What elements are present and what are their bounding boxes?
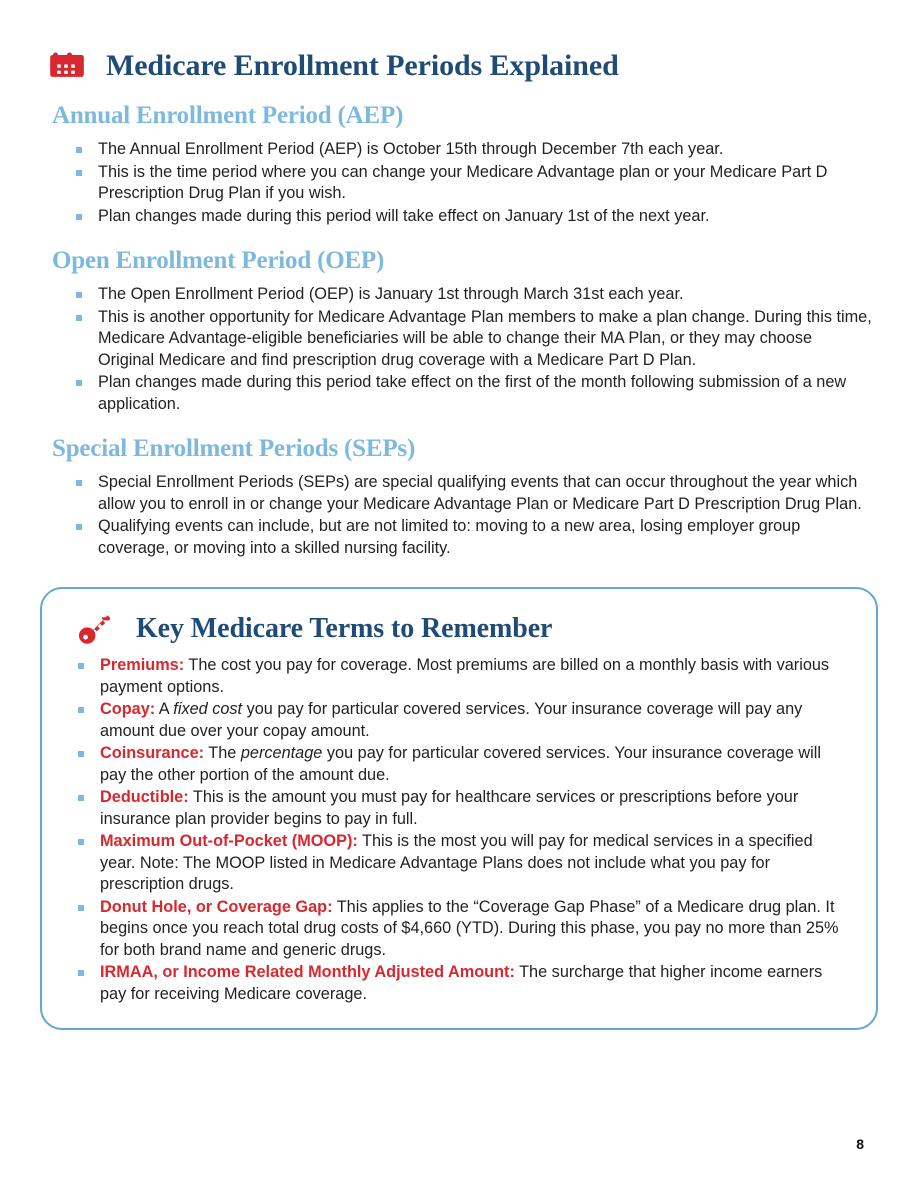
list-item: Plan changes made during this period will take effect on January 1st of the next year.	[72, 206, 872, 228]
list-item	[74, 699, 850, 742]
page-number: 8	[856, 1136, 864, 1152]
list-item	[74, 897, 850, 962]
list-item: This is the time period where you can change your Medicare Advantage plan or your Medicare Part D Prescription Drug Plan if you wish.	[72, 162, 872, 205]
section-heading-aep: Annual Enrollment Period (AEP)	[52, 102, 404, 129]
term-label: Donut Hole, or Coverage Gap:	[100, 897, 333, 916]
term-text-before: This is the amount you must pay for healthcare services or prescriptions before your insurance plan provider begins to pay in full.	[100, 788, 799, 828]
calendar-icon	[50, 48, 84, 82]
term-label: Maximum Out-of-Pocket (MOOP):	[100, 832, 358, 850]
term-text-after: you pay for particular covered services. Your insurance coverage will pay any amount due over your copay amount.	[100, 700, 803, 740]
term-text-after: you pay for particular covered services. Your insurance coverage will pay the other portion of the amount due.	[100, 744, 821, 784]
bullet-list-seps	[46, 472, 872, 559]
bullet-list-oep	[46, 284, 872, 415]
section-heading-seps: Special Enrollment Periods (SEPs)	[52, 435, 416, 462]
list-item: This is another opportunity for Medicare Advantage Plan members to make a plan change. During this time, Medicare Advantage-eligible beneficiaries will be able to change their MA Plan, or they may choose Original Medicare and find prescription drug coverage with a Medicare Part D Plan.	[72, 307, 872, 372]
key-icon	[76, 611, 112, 647]
term-label: Premiums:	[100, 656, 185, 674]
term-emphasis: fixed cost	[173, 700, 243, 718]
key-terms-list	[66, 655, 850, 1005]
list-item: Qualifying events can include, but are not limited to: moving to a new area, losing employer group coverage, or moving into a skilled nursing facility.	[72, 516, 872, 559]
key-terms-box	[40, 587, 878, 1030]
term-text-before: The surcharge that higher income earners pay for receiving Medicare coverage.	[100, 963, 823, 1003]
list-item: Special Enrollment Periods (SEPs) are special qualifying events that can occur throughout the year which allow you to enroll in or change your Medicare Advantage Plan or Medicare Part D Prescription Drug Plan.	[72, 472, 872, 515]
term-label: Copay:	[100, 700, 156, 718]
section-heading-oep: Open Enrollment Period (OEP)	[52, 247, 385, 274]
page-title: Medicare Enrollment Periods Explained	[106, 48, 619, 82]
term-text-before: The cost you pay for coverage. Most premiums are billed on a monthly basis with various payment options.	[100, 656, 830, 696]
term-text-before: A	[155, 700, 174, 718]
list-item	[74, 831, 850, 896]
term-text-before: The	[204, 744, 241, 762]
page-title-row	[50, 48, 872, 82]
section-oep	[46, 247, 872, 415]
list-item	[74, 962, 850, 1005]
bullet-list-aep	[46, 139, 872, 227]
section-seps	[46, 435, 872, 559]
list-item	[74, 655, 850, 698]
term-text-before: This applies to the “Coverage Gap Phase” of a Medicare drug plan. It begins once you reach total drug costs of $4,660 (YTD). During this phase, you pay no more than 25% for both brand name and generic drugs.	[100, 897, 839, 959]
term-label: Coinsurance:	[100, 744, 205, 762]
term-text-before: This is the most you will pay for medical services in a specified year. Note: The MOOP listed in Medicare Advantage Plans does not include what you pay for prescription drugs.	[100, 832, 813, 893]
list-item	[74, 787, 850, 830]
list-item: The Annual Enrollment Period (AEP) is October 15th through December 7th each year.	[72, 139, 872, 161]
key-terms-title-row	[76, 611, 850, 647]
list-item	[74, 743, 850, 786]
list-item: Plan changes made during this period take effect on the first of the month following submission of a new application.	[72, 372, 872, 415]
key-terms-title: Key Medicare Terms to Remember	[136, 613, 553, 644]
list-item: The Open Enrollment Period (OEP) is January 1st through March 31st each year.	[72, 284, 872, 306]
term-emphasis: percentage	[240, 744, 323, 762]
term-label: Deductible:	[100, 788, 189, 806]
term-label: IRMAA, or Income Related Monthly Adjusted Amount:	[100, 963, 515, 981]
section-aep	[46, 102, 872, 227]
